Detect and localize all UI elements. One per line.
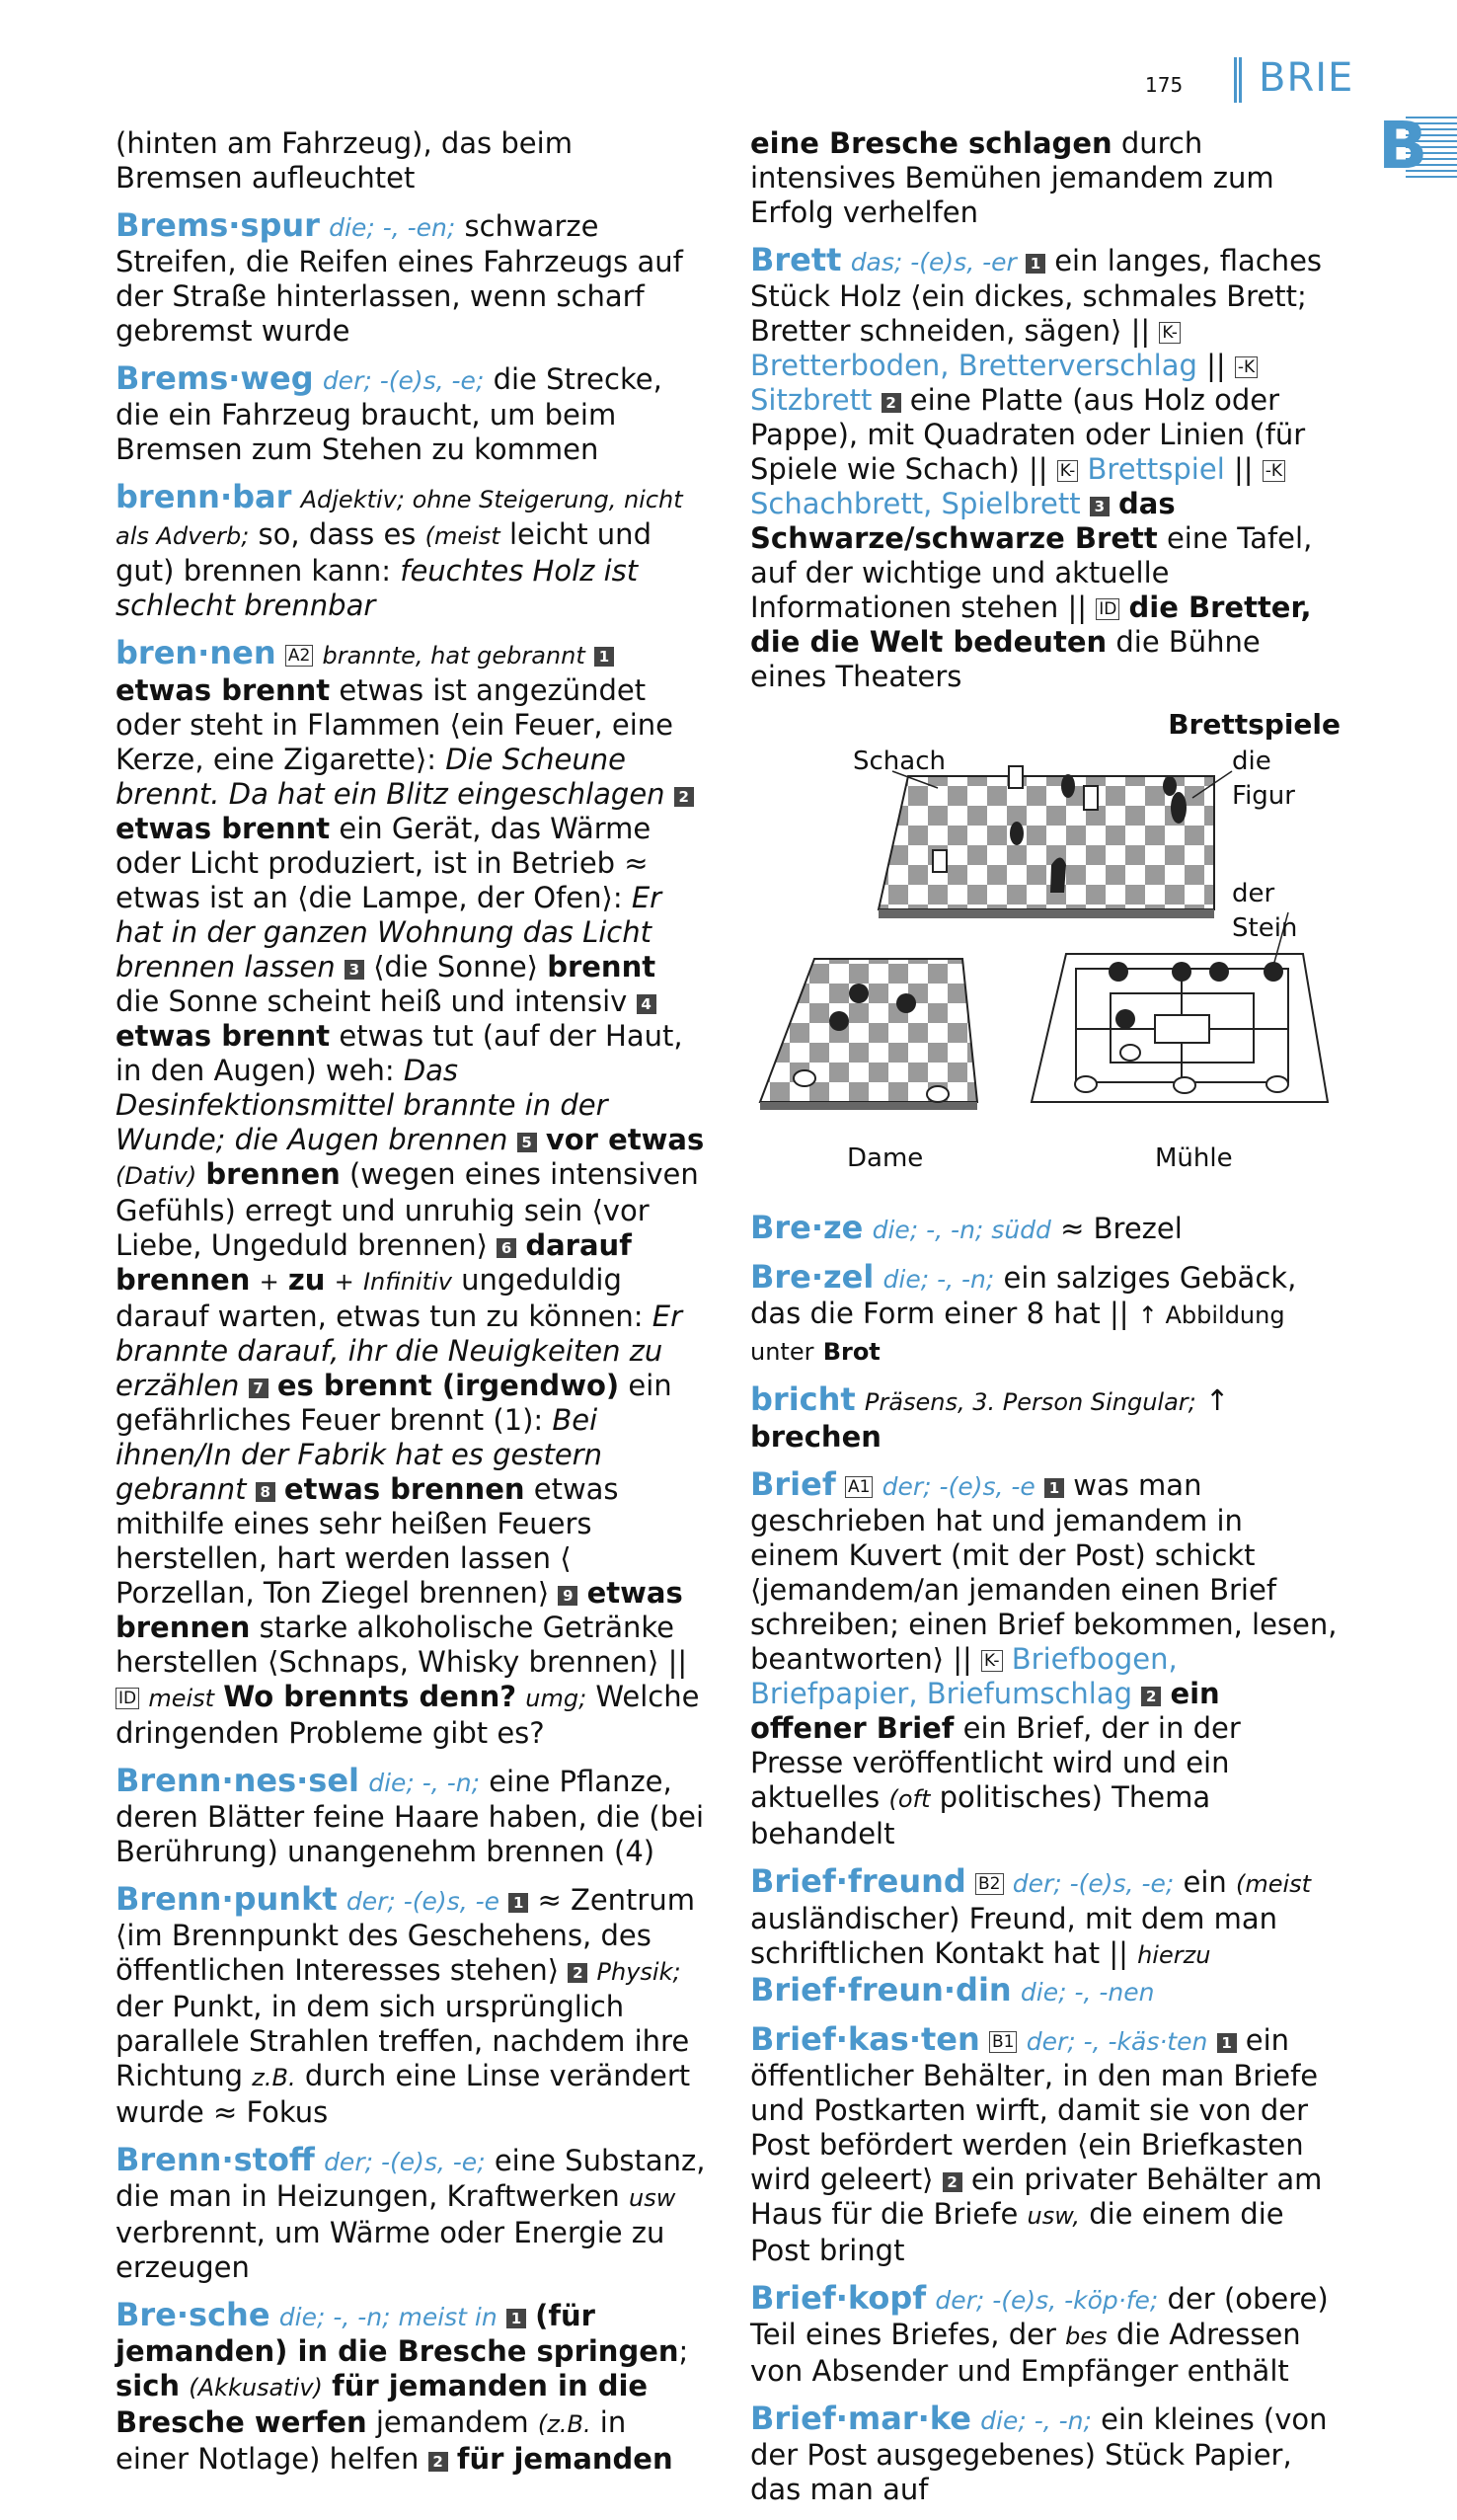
phrase: die Bretter, die die Welt bedeuten	[750, 591, 1312, 659]
grammar-note: hierzu	[1137, 1941, 1211, 1969]
page-header	[1145, 57, 1441, 103]
level-badge: A2	[285, 645, 313, 667]
definition: der (obere) Teil eines Briefes, der	[750, 2282, 1329, 2351]
compound-link[interactable]: Bretterboden, Bretterverschlag	[750, 349, 1197, 382]
plus-sign: +	[334, 1268, 354, 1296]
grammar-note: Physik;	[596, 1958, 681, 1986]
definition: (wegen eines intensiven Gefühls) erregt und unruhig sein ⟨vor Liebe, Ungeduld brennen⟩	[115, 1157, 699, 1262]
entry-brennen	[115, 636, 708, 1751]
separator: ||	[1206, 349, 1226, 382]
grammar-note: Infinitiv	[362, 1268, 452, 1296]
sense-number: 2	[674, 787, 694, 807]
phrase: vor etwas	[545, 1123, 705, 1156]
compound-badge: K-	[1159, 322, 1181, 344]
sense-number: 1	[508, 1893, 528, 1913]
entry-bremsweg	[115, 361, 708, 467]
label-figur: die Figur	[1232, 747, 1295, 811]
grammar-note: z.B.	[252, 2064, 296, 2091]
grammar: brannte, hat gebrannt	[322, 642, 585, 669]
grammar: der; -(e)s, -e	[882, 1472, 1035, 1501]
sense-number: 2	[1141, 1687, 1161, 1706]
grammar: Präsens, 3. Person Singular;	[864, 1388, 1196, 1416]
definition-cont: durch eine Linse verändert wurde ≈ Fokus	[115, 2059, 691, 2129]
definition-cont: ausländischer) Freund, mit dem man schriftlichen Kontakt hat ||	[750, 1902, 1277, 1970]
label-muehle: Mühle	[1155, 1143, 1233, 1173]
definition: ≈ Zentrum ⟨im Brennpunkt des Geschehens, des öffentlichen Interesses stehen⟩	[115, 1883, 695, 1987]
entry-brennpunkt	[115, 1882, 708, 2130]
headword: Brenn·nes·sel	[115, 1762, 359, 1799]
headword-derived: Brief·freun·din	[750, 1971, 1012, 2008]
entry-bremsspur	[115, 208, 708, 349]
definition-cont: die Adressen von Absender und Empfänger enthält	[750, 2318, 1301, 2388]
example: Das Desinfektionsmittel brannte in der Wunde; die Augen brennen	[115, 1054, 608, 1156]
headword: Brief·kopf	[750, 2279, 927, 2317]
definition: ein Brief, der in der Presse veröffentlicht wird und ein aktuelles	[750, 1711, 1241, 1814]
definition: ein	[1183, 1865, 1227, 1899]
label-dame: Dame	[847, 1143, 924, 1173]
definition: die Bühne eines Theaters	[750, 625, 1261, 693]
example: feuchtes Holz ist schlecht brennbar	[115, 554, 639, 622]
entry-briefkasten	[750, 2022, 1341, 2268]
sense-number: 9	[558, 1586, 577, 1606]
phrase: sich	[115, 2369, 181, 2402]
plus-sign: +	[259, 1268, 279, 1296]
example: Die Scheune brennt. Da hat ein Blitz eingeschlagen	[115, 743, 665, 811]
cross-reference: ↑ Abbildung unter	[750, 1301, 1285, 1366]
phrase: eine Bresche schlagen	[750, 126, 1112, 160]
definition-cont: in einer Notlage) helfen	[115, 2405, 627, 2476]
phrase: brennt	[547, 950, 656, 984]
grammar: die; -, -n; südd	[872, 1216, 1051, 1244]
label-stein: der Stein	[1232, 879, 1298, 943]
entry-briefmarke	[750, 2402, 1341, 2507]
definition: ein langes, flaches Stück Holz ⟨ein dickes, schmales Brett; Bretter schneiden, sägen⟩ ||	[750, 244, 1323, 348]
headword: Brems·weg	[115, 359, 314, 397]
cross-reference: ↑	[1204, 1383, 1230, 1417]
phrase: etwas brennen	[283, 1472, 525, 1506]
grammar-note: (z.B.	[537, 2410, 591, 2438]
grammar-note: (meist	[424, 522, 500, 550]
thumb-letter: B	[1378, 108, 1428, 184]
headword: bren·nen	[115, 634, 276, 671]
definition-cont: die einem die Post bringt	[750, 2197, 1284, 2267]
headword: Bre·ze	[750, 1209, 864, 1246]
grammar: der; -(e)s, -e	[345, 1887, 499, 1916]
definition: etwas ist angezündet oder steht in Flammen ⟨ein Feuer, eine Kerze, eine Zigarette⟩:	[115, 673, 673, 776]
sense-number: 3	[1090, 497, 1110, 516]
grammar: der; -(e)s, -e;	[322, 366, 485, 395]
phrase: Wo brennts denn?	[223, 1680, 517, 1713]
definition: was man geschrieben hat und jemandem in einem Kuvert (mit der Post) schickt ⟨jemandem/an jemanden einen Brief schreiben; einen Brief bekommen, lesen, beantworten⟩ ||	[750, 1468, 1338, 1676]
definition: ungeduldig darauf warten, etwas tun zu können:	[115, 1263, 644, 1333]
definition: jemandem	[375, 2405, 529, 2439]
example: Er brannte darauf, ihr die Neuigkeiten zu erzählen	[115, 1299, 683, 1402]
definition: ein Gerät, das Wärme oder Licht produziert, ist in Betrieb ≈ etwas ist an ⟨die Lampe, der Ofen⟩:	[115, 812, 652, 914]
definition: eine Pflanze, deren Blätter feine Haare haben, die (bei Berührung) unangenehm brennen (4)	[115, 1765, 705, 1868]
cross-reference-target[interactable]: brechen	[750, 1420, 882, 1454]
idiom-badge: ID	[1096, 598, 1119, 620]
entry-bresche	[115, 2298, 708, 2477]
grammar-note: usw,	[1027, 2202, 1080, 2230]
sense-number: 1	[506, 2309, 526, 2328]
level-badge: B2	[975, 1873, 1003, 1895]
entry-brief	[750, 1467, 1341, 1851]
phrase: für jemanden in die Bresche werfen	[115, 2369, 649, 2439]
headword: Brief	[750, 1465, 836, 1503]
sense-number: 2	[943, 2172, 962, 2192]
grammar-note: umg;	[525, 1685, 587, 1712]
sense-number: 5	[517, 1133, 537, 1152]
compound-badge: K-	[1057, 460, 1079, 482]
grammar: der; -(e)s, -e;	[1012, 1869, 1175, 1898]
definition-cont: leicht und gut) brennen kann:	[115, 517, 652, 588]
grammar-note: (Akkusativ)	[189, 2374, 323, 2402]
definition: der Punkt, in dem sich ursprünglich parallele Strahlen treffen, nachdem ihre Richtung	[115, 1990, 690, 2092]
compound-badge: -K	[1235, 356, 1258, 378]
headword: Brems·spur	[115, 206, 320, 244]
phrase: etwas brennt	[115, 673, 331, 707]
phrase: etwas brennt	[115, 1019, 331, 1053]
definition: eine Substanz, die man in Heizungen, Kraftwerken	[115, 2144, 706, 2213]
definition: ein öffentlicher Behälter, in den man Briefe und Postkarten wirft, damit sie von der Post befördert werden ⟨ein Briefkasten wird geleert⟩	[750, 2023, 1319, 2196]
compound-link[interactable]: Brettspiel	[1087, 452, 1225, 486]
compound-link[interactable]: Briefbogen, Briefpapier, Briefumschlag	[750, 1642, 1178, 1710]
definition: die Strecke, die ein Fahrzeug braucht, um beim Bremsen zum Stehen zu kommen	[115, 362, 662, 466]
entry-breze	[750, 1211, 1341, 1247]
grammar: die; -, -n; meist in	[278, 2303, 498, 2331]
headword: bricht	[750, 1380, 856, 1418]
sense-number: 4	[637, 994, 656, 1014]
sense-number: 6	[497, 1238, 516, 1258]
phrase: darauf brennen	[115, 1228, 632, 1297]
entry-brett	[750, 243, 1341, 694]
guide-word: BRIE	[1259, 55, 1354, 101]
grammar-note: (oft	[888, 1785, 931, 1813]
definition: eine Tafel, auf der wichtige und aktuelle Informationen stehen ||	[750, 521, 1313, 624]
entry-brennstoff	[115, 2143, 708, 2285]
headword: Bre·sche	[115, 2296, 270, 2333]
entry-continuation: (hinten am Fahrzeug), das beim Bremsen aufleuchtet	[115, 126, 573, 195]
phrase: (für jemanden) in die Bresche springen	[115, 2299, 679, 2368]
grammar: das; -(e)s, -er	[850, 248, 1017, 276]
level-badge: B1	[989, 2031, 1017, 2053]
phrase: brennen	[205, 1157, 341, 1191]
thumb-index	[1378, 108, 1457, 184]
definition: eine Platte (aus Holz oder Pappe), mit Quadraten oder Linien (für Spiele wie Schach) ||	[750, 383, 1306, 486]
sense-number: 3	[345, 960, 364, 980]
sense-number: 2	[428, 2452, 448, 2472]
header-divider	[1234, 57, 1242, 103]
sense-number: 7	[249, 1378, 268, 1398]
definition: etwas tut (auf der Haut, in den Augen) weh:	[115, 1019, 683, 1087]
separator: ;	[678, 2334, 689, 2368]
definition: ein privater Behälter am Haus für die Briefe	[750, 2163, 1323, 2231]
compound-badge: K-	[981, 1650, 1003, 1672]
definition: ein kleines (von der Post ausgegebenes) Stück Papier, das man auf	[750, 2402, 1328, 2506]
headword: Brenn·punkt	[115, 1880, 338, 1918]
phrase: das Schwarze/schwarze Brett	[750, 487, 1176, 555]
definition: schwarze Streifen, die Reifen eines Fahrzeugs auf der Straße hinterlassen, wenn scharf gebremst wurde	[115, 209, 683, 348]
grammar-note: (meist	[1236, 1870, 1312, 1898]
definition: starke alkoholische Getränke herstellen ⟨Schnaps, Whisky brennen⟩ ||	[115, 1611, 688, 1679]
phrase: etwas brennt	[115, 812, 331, 845]
headword: Brenn·stoff	[115, 2141, 315, 2178]
grammar: Adjektiv; ohne Steigerung, nicht als Adverb;	[115, 486, 683, 550]
grammar: die; -, -nen	[1020, 1978, 1155, 2007]
figure-title: Brettspiele	[1168, 708, 1341, 741]
grammar-note: meist	[148, 1685, 215, 1712]
phrase: zu	[287, 1263, 326, 1297]
sense-number: 2	[882, 393, 901, 413]
headword: Brief·kas·ten	[750, 2020, 980, 2058]
entry-brieffreund	[750, 1864, 1341, 2009]
definition: durch intensives Bemühen jemandem zum Erfolg verhelfen	[750, 126, 1274, 229]
grammar: die; -, -n;	[368, 1769, 480, 1797]
headword: Bre·zel	[750, 1258, 875, 1296]
illustration-brettspiele	[750, 707, 1341, 1201]
definition: etwas mithilfe eines sehr heißen Feuers herstellen, hart werden lassen ⟨ Porzellan, Ton Ziegel brennen⟩	[115, 1472, 619, 1610]
phrase: ein offener Brief	[750, 1677, 1220, 1745]
compound-link[interactable]: Schachbrett, Spielbrett	[750, 487, 1081, 520]
compound-link[interactable]: Sitzbrett	[750, 383, 873, 417]
separator: ||	[1233, 452, 1254, 486]
entry-bresche-cont	[750, 126, 1341, 230]
phrase: etwas brennen	[115, 1576, 683, 1644]
grammar: die; -, -en;	[329, 213, 456, 242]
page-number: 175	[1145, 73, 1184, 97]
entry-briefkopf	[750, 2281, 1341, 2389]
headword: brenn·bar	[115, 478, 292, 515]
headword: Brief·freund	[750, 1862, 966, 1900]
grammar: der; -(e)s, -e;	[324, 2148, 486, 2176]
level-badge: A1	[845, 1476, 873, 1498]
grammar-note: bes	[1065, 2323, 1108, 2350]
sense-number: 1	[594, 647, 614, 667]
example: Bei ihnen/In der Fabrik hat es gestern gebrannt	[115, 1403, 602, 1506]
definition-cont: politisches) Thema behandelt	[750, 1780, 1211, 1851]
phrase: es brennt (irgendwo)	[276, 1369, 620, 1402]
headword: Brett	[750, 241, 842, 278]
left-column	[115, 126, 708, 2489]
definition: ≈ Brezel	[1060, 1212, 1183, 1245]
chess-board	[879, 776, 1214, 918]
definition: ein salziges Gebäck, das die Form einer 8 hat ||	[750, 1261, 1297, 1330]
collocation: ⟨die Sonne⟩	[373, 950, 538, 984]
grammar: der; -(e)s, -köp·fe;	[935, 2286, 1159, 2315]
idiom-badge: ID	[115, 1688, 139, 1709]
definition: Welche dringenden Probleme gibt es?	[115, 1680, 700, 1750]
label-schach: Schach	[853, 747, 946, 776]
draughts-board	[760, 959, 977, 1110]
grammar-note: (Dativ)	[115, 1162, 197, 1190]
grammar: die; -, -n;	[980, 2406, 1092, 2435]
definition: die Sonne scheint heiß und intensiv	[115, 984, 628, 1018]
grammar: die; -, -n;	[882, 1265, 995, 1294]
definition: so, dass es	[258, 517, 417, 551]
cross-reference-target[interactable]: Brot	[822, 1338, 881, 1366]
example: Er hat in der ganzen Wohnung das Licht brennen lassen	[115, 881, 662, 984]
sense-number: 8	[256, 1482, 275, 1502]
sense-number: 1	[1217, 2033, 1237, 2053]
sense-number: 2	[568, 1963, 587, 1983]
entry-brennbar	[115, 480, 708, 623]
definition-cont: verbrennt, um Wärme oder Energie zu erzeugen	[115, 2216, 665, 2284]
compound-badge: -K	[1263, 460, 1285, 482]
right-column	[750, 126, 1341, 2520]
grammar-note: usw	[629, 2184, 676, 2212]
phrase: für jemanden	[456, 2442, 673, 2476]
entry-bricht	[750, 1382, 1341, 1455]
definition: ein gefährliches Feuer brennt (1):	[115, 1369, 672, 1437]
headword: Brief·mar·ke	[750, 2400, 971, 2437]
sense-number: 1	[1044, 1478, 1064, 1498]
sense-number: 1	[1026, 254, 1045, 274]
grammar: der; -, -käs·ten	[1026, 2027, 1208, 2056]
entry-brennnessel	[115, 1764, 708, 1869]
entry-brezel	[750, 1260, 1341, 1370]
